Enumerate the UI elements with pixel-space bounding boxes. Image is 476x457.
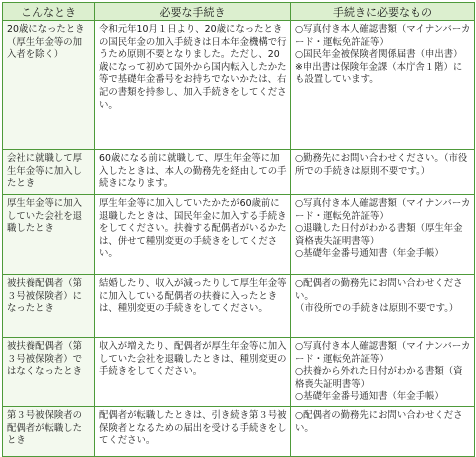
procedure-cell: 厚生年金等に加入していたかたが60歳前に退職したときは、国民年金に加入する手続きをしてください。扶養する配偶者がいるかたは、併せて種別変更の手続きをしてください。 [95, 195, 291, 275]
document-item: ○基礎年金番号通知書（年金手帳） [295, 391, 444, 403]
document-item: ○配偶者の勤務先にお問い合わせください。 [295, 278, 463, 302]
table-row [3, 195, 475, 275]
header-when: こんなとき [3, 3, 95, 21]
table-header [3, 3, 475, 21]
when-cell: 被扶養配偶者（第３号被保険者）になったとき [3, 275, 95, 338]
document-item: ○退職した日付がわかる書類（厚生年金資格喪失証明書等） [295, 223, 463, 247]
document-item: ○勤務先にお問い合わせください。（市役所での手続きは原則不要です。） [295, 153, 468, 177]
documents-cell [291, 21, 475, 150]
table-row [3, 338, 475, 407]
documents-cell [291, 406, 475, 456]
when-cell: 第３号被保険者の配偶者が転職したとき [3, 406, 95, 456]
table-body [3, 21, 475, 457]
when-cell: 会社に就職して厚生年金等に加入したとき [3, 150, 95, 195]
document-item: ○国民年金被保険者関係届書（申出書） [295, 49, 463, 61]
document-item: ○写真付き本人確認書類（マイナンバーカード・運転免許証等） [295, 198, 471, 222]
when-cell: 20歳になったとき（厚生年金等の加入者を除く） [3, 21, 95, 150]
procedure-cell: 60歳になる前に就職して、厚生年金等に加入したときは、本人の勤務先を経由しての手続きになります。 [95, 150, 291, 195]
document-note: ※申出書は保険年金課（本庁舎１階）にも設置しています。 [295, 61, 463, 86]
procedure-cell: 令和元年10月１日より、20歳になったときの国民年金の加入手続きは日本年金機構で行うため原則不要となりました。ただし、20歳になって初めて国外から国内転入したかた等で基礎年金番号をお持ちでないかたは、右記の書類を持参し、加入手続きをしてください。 [95, 21, 291, 150]
table-row [3, 150, 475, 195]
documents-cell [291, 338, 475, 407]
procedure-cell: 配偶者が転職したときは、引き続き第３号被保険者となるための届出を受ける手続きをしてください。 [95, 406, 291, 456]
documents-cell [291, 195, 475, 275]
table-row [3, 21, 475, 150]
when-cell: 厚生年金等に加入していた会社を退職したとき [3, 195, 95, 275]
documents-cell [291, 275, 475, 338]
document-item: ○配偶者の勤務先にお問い合わせください。 [295, 409, 463, 434]
document-note: （市役所での手続きは原則不要です。） [295, 303, 459, 315]
table-row [3, 275, 475, 338]
when-cell: 被扶養配偶者（第３号被保険者）ではなくなったとき [3, 338, 95, 407]
pension-procedures-table [2, 2, 475, 457]
documents-cell [291, 150, 475, 195]
header-row [3, 3, 475, 21]
document-item: ○基礎年金番号通知書（年金手帳） [295, 248, 444, 260]
table-row [3, 406, 475, 456]
procedure-cell: 収入が増えたり、配偶者が厚生年金等に加入していた会社を退職したときは、種別変更の手続きをしてください。 [95, 338, 291, 407]
document-item: ○扶養から外れた日付がわかる書類（資格喪失証明書等） [295, 366, 463, 390]
document-item: ○写真付き本人確認書類（マイナンバーカード・運転免許証等） [295, 24, 471, 48]
document-item: ○写真付き本人確認書類（マイナンバーカード・運転免許証等） [295, 341, 471, 365]
header-procedure: 必要な手続き [95, 3, 291, 21]
header-documents: 手続きに必要なもの [291, 3, 475, 21]
procedure-cell: 結婚したり、収入が減ったりして厚生年金等に加入している配偶者の扶養に入ったときは、種別変更の手続きをしてください。 [95, 275, 291, 338]
